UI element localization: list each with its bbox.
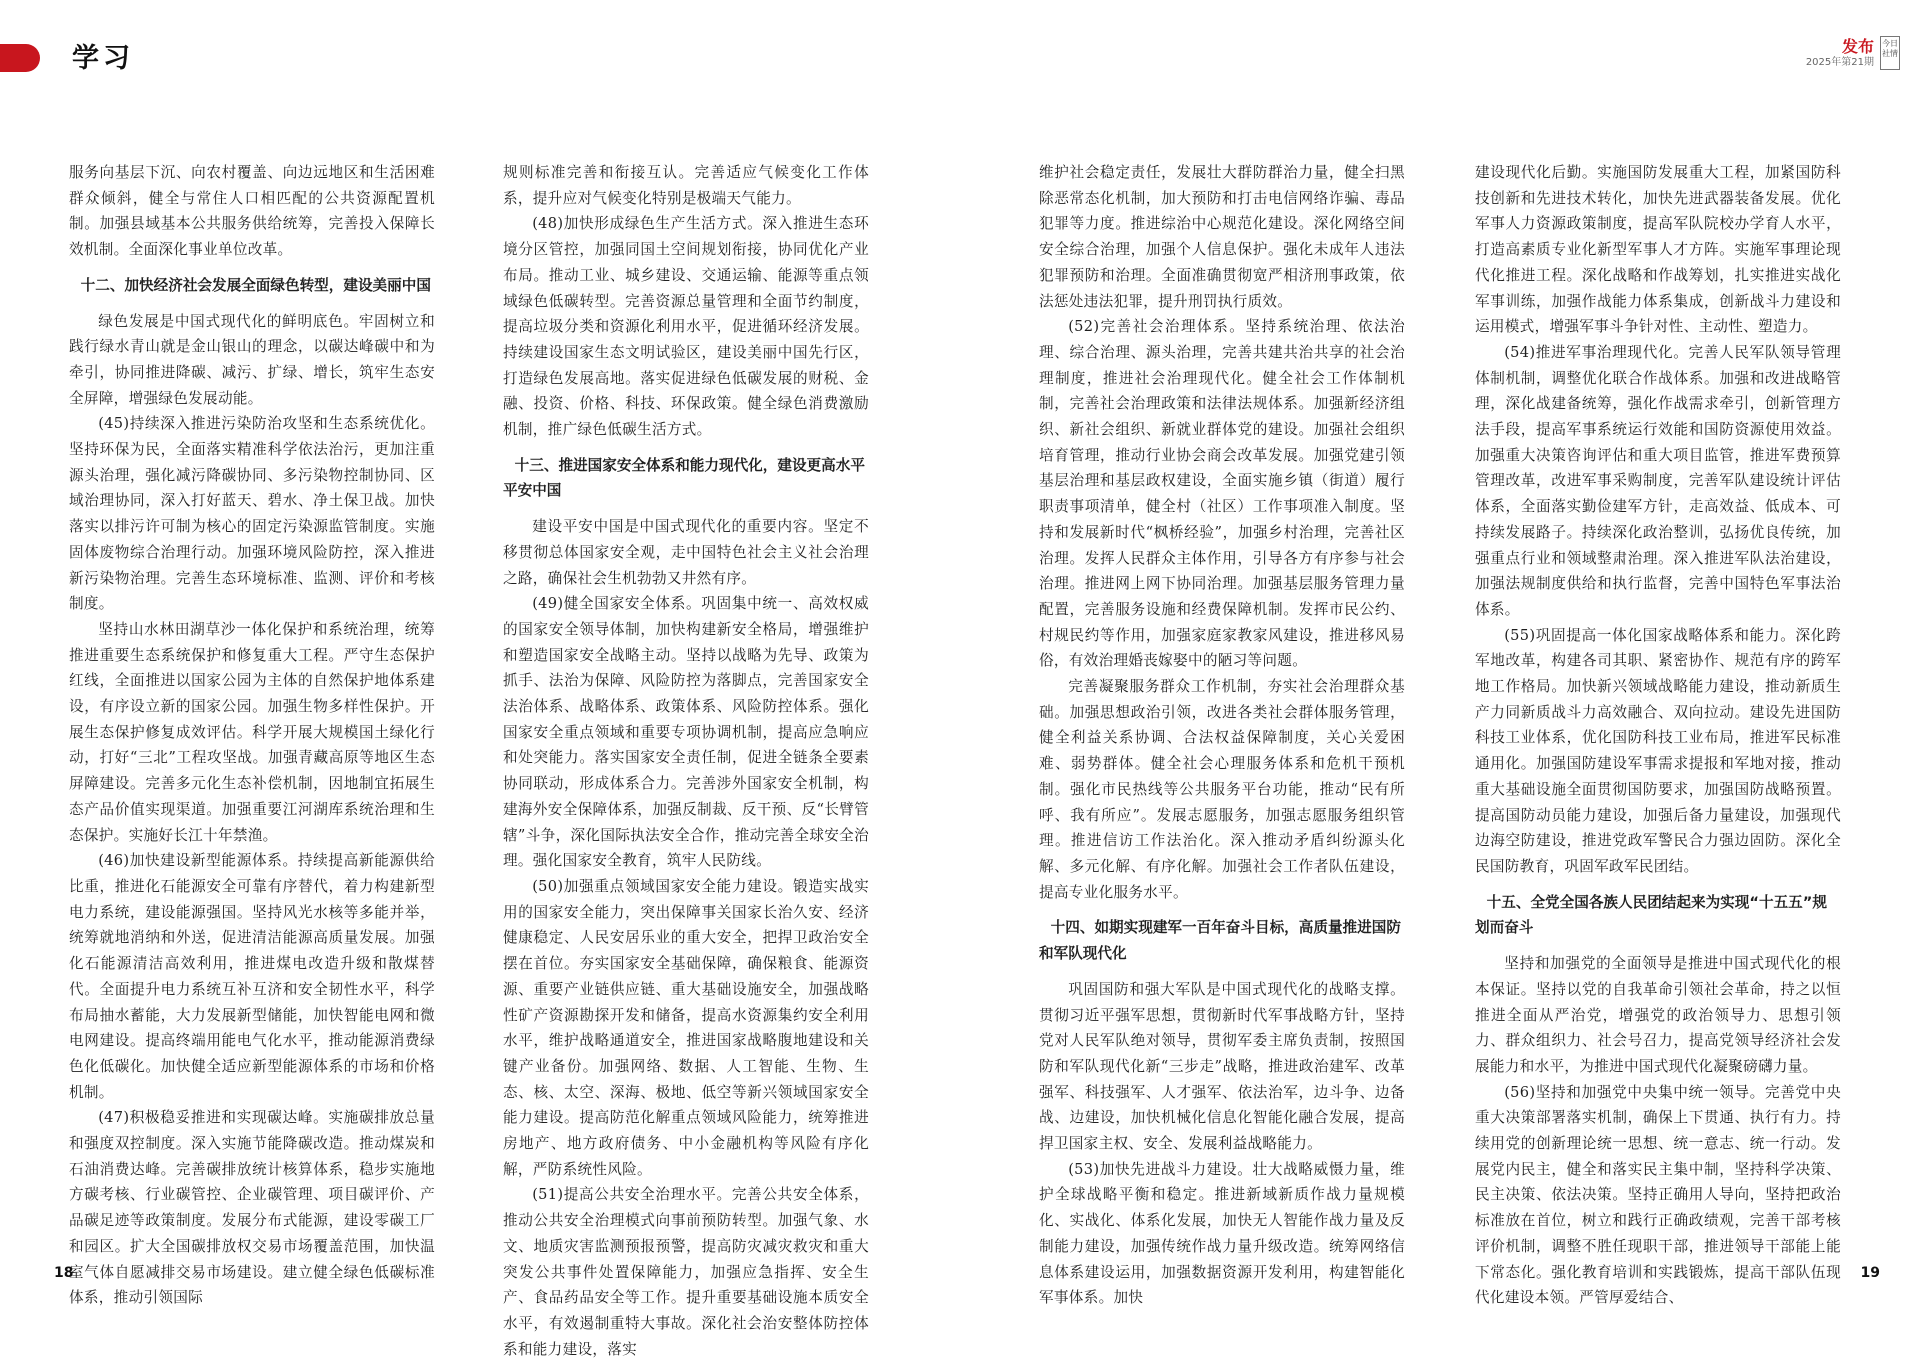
paragraph: (50)加强重点领域国家安全能力建设。锻造实战实用的国家安全能力，突出保障事关国家长治久安、经济健康稳定、人民安居乐业的重大安全，把捍卫政治安全摆在首位。夯实国家安全基础保障，确保粮食、能源资源、重要产业链供应链、重大基础设施安全，加强战略性矿产资源勘探开发和储备，提高水资源集约安全利用水平，维护战略通道安全，推进国家战略腹地建设和关键产业备份。加强网络、数据、人工智能、生物、生态、核、太空、深海、极地、低空等新兴领域国家安全能力建设。提高防范化解重点领域风险能力，统筹推进房地产、地方政府债务、中小金融机构等风险有序化解，严防系统性风险。 [503,877,869,1178]
paragraph-continued: 建设现代化后勤。实施国防发展重大工程，加紧国防科技创新和先进技术转化，加快先进武器装备发展。优化军事人力资源政策制度，提高军队院校办学育人水平，打造高素质专业化新型军事人才方阵。实施军事理论现代化推进工程。深化战略和作战筹划，扎实推进实战化军事训练，加强作战能力体系集成，创新战斗力建设和运用模式，增强军事斗争针对性、主动性、塑造力。 [1475,164,1841,336]
paragraph: 坚持山水林田湖草沙一体化保护和系统治理，统筹推进重要生态系统保护和修复重大工程。严守生态保护红线，全面推进以国家公园为主体的自然保护地体系建设，有序设立新的国家公园。加强生物多样性保护。开展生态保护修复成效评估。科学开展大规模国土绿化行动，打好“三北”工程攻坚战。加强青藏高原等地区生态屏障建设。完善多元化生态补偿机制，因地制宜拓展生态产品价值实现渠道。加强重要江河湖库系统治理和生态保护。实施好长江十年禁渔。 [69,620,435,844]
magazine-name: 发布 [1841,37,1874,56]
paragraph: 巩固国防和强大军队是中国式现代化的战略支撑。贯彻习近平强军思想，贯彻新时代军事战略方针，坚持党对人民军队绝对领导，贯彻军委主席负责制，按照国防和军队现代化新“三步走”战略，推进政治建军、改革强军、科技强军、人才强军、依法治军，边斗争、边备战、边建设，加快机械化信息化智能化融合发展，提高捍卫国家主权、安全、发展利益战略能力。 [1039,980,1405,1153]
paragraph: (49)健全国家安全体系。巩固集中统一、高效权威的国家安全领导体制，加快构建新安全格局，增强维护和塑造国家安全战略主动。坚持以战略为先导、政策为抓手、法治为保障、风险防控为落脚点，完善国家安全法治体系、战略体系、政策体系、风险防控体系。强化国家安全重点领域和重要专项协调机制，提高应急响应和处突能力。落实国家安全责任制，促进全链条全要素协同联动，形成体系合力。完善涉外国家安全机制，构建海外安全保障体系，加强反制裁、反干预、反“长臂管辖”斗争，深化国际执法安全合作，推动完善全球安全治理。强化国家安全教育，筑牢人民防线。 [503,595,869,870]
section-heading: 十四、如期实现建军一百年奋斗目标，高质量推进国防和军队现代化 [1039,919,1401,963]
paragraph: (55)巩固提高一体化国家战略体系和能力。深化跨军地改革，构建各司其职、紧密协作、规范有序的跨军地工作格局。加快新兴领域战略能力建设，推动新质生产力同新质战斗力高效融合、双向拉动。建设先进国防科技工业体系，优化国防科技工业布局，推进军民标准通用化。加强国防建设军事需求提报和军地对接，推动重大基础设施全面贯彻国防要求，加强国防战略预置。提高国防动员能力建设，加强后备力量建设，加强现代边海空防建设，推进党政军警民合力强边固防。深化全民国防教育，巩固军政军民团结。 [1475,626,1841,875]
page-number-right: 19 [1860,1265,1880,1281]
brand-logo-box: 今日社情 [1880,36,1900,70]
paragraph-continued: 规则标准完善和衔接互认。完善适应气候变化工作体系，提升应对气候变化特别是极端天气能力。 [503,164,869,207]
text-column-1 [69,160,435,1311]
paragraph-continued: 维护社会稳定责任，发展壮大群防群治力量，健全扫黑除恶常态化机制，加大预防和打击电信网络诈骗、毒品犯罪等力度。推进综治中心规范化建设。深化网络空间安全综合治理，加强个人信息保护。强化未成年人违法犯罪预防和治理。全面准确贯彻宽严相济刑事政策，依法惩处违法犯罪，提升刑罚执行质效。 [1039,164,1405,310]
paragraph: 完善凝聚服务群众工作机制，夯实社会治理群众基础。加强思想政治引领，改进各类社会群体服务管理，健全利益关系协调、合法权益保障制度，关心关爱困难、弱势群体。健全社会心理服务体系和危机干预机制。强化市民热线等公共服务平台功能，推动“民有所呼、我有所应”。发展志愿服务，加强志愿服务组织管理。推进信访工作法治化。深入推动矛盾纠纷源头化解、多元化解、有序化解。加强社会工作者队伍建设，提高专业化服务水平。 [1039,678,1405,901]
section-heading: 十五、全党全国各族人民团结起来为实现“十五五”规划而奋斗 [1475,893,1827,937]
section-tab-marker [0,44,40,72]
paragraph: (48)加快形成绿色生产生活方式。深入推进生态环境分区管控，加强同国土空间规划衔接，协同优化产业布局。推动工业、城乡建设、交通运输、能源等重点领域绿色低碳转型。完善资源总量管理和全面节约制度，提高垃圾分类和资源化利用水平，促进循环经济发展。持续建设国家生态文明试验区，建设美丽中国先行区，打造绿色发展高地。落实促进绿色低碳发展的财税、金融、投资、价格、科技、环保政策。健全绿色消费激励机制，推广绿色低碳生活方式。 [503,215,869,439]
magazine-brand [1806,38,1874,70]
section-title: 学习 [72,43,134,74]
text-column-3 [1039,160,1405,1311]
paragraph: 绿色发展是中国式现代化的鲜明底色。牢固树立和践行绿水青山就是金山银山的理念，以碳达峰碳中和为牵引，协同推进降碳、减污、扩绿、增长，筑牢生态安全屏障，增强绿色发展动能。 [69,312,435,407]
paragraph: 坚持和加强党的全面领导是推进中国式现代化的根本保证。坚持以党的自我革命引领社会革命，持之以恒推进全面从严治党，增强党的政治领导力、思想引领力、群众组织力、社会号召力，提高党领导经济社会发展能力和水平，为推进中国式现代化凝聚磅礴力量。 [1475,955,1841,1075]
paragraph: (53)加快先进战斗力建设。壮大战略威慑力量，维护全球战略平衡和稳定。推进新域新质作战力量规模化、实战化、体系化发展，加快无人智能作战力量及反制能力建设，加强传统作战力量升级改造。统筹网络信息体系建设运用，加强数据资源开发利用，构建智能化军事体系。加快 [1039,1160,1405,1307]
paragraph: (54)推进军事治理现代化。完善人民军队领导管理体制机制，调整优化联合作战体系。加强和改进战略管理，深化战建备统筹，强化作战需求牵引，创新管理方法手段，提高军事系统运行效能和国防资源使用效益。加强重大决策咨询评估和重大项目监管，推进军费预算管理改革，改进军事采购制度，完善军队建设统计评估体系，全面落实勤俭建军方针，走高效益、低成本、可持续发展路子。持续深化政治整训，弘扬优良传统，加强重点行业和领域整肃治理。深入推进军队法治建设，加强法规制度供给和执行监督，完善中国特色军事法治体系。 [1475,343,1841,618]
paragraph: (47)积极稳妥推进和实现碳达峰。实施碳排放总量和强度双控制度。深入实施节能降碳改造。推动煤炭和石油消费达峰。完善碳排放统计核算体系，稳步实施地方碳考核、行业碳管控、企业碳管理、项目碳评价、产品碳足迹等政策制度。发展分布式能源，建设零碳工厂和园区。扩大全国碳排放权交易市场覆盖范围，加快温室气体自愿减排交易市场建设。建立健全绿色低碳标准体系，推动引领国际 [69,1109,435,1307]
paragraph: (46)加快建设新型能源体系。持续提高新能源供给比重，推进化石能源安全可靠有序替代，着力构建新型电力系统，建设能源强国。坚持风光水核等多能并举，统筹就地消纳和外送，促进清洁能源高质量发展。加强化石能源清洁高效利用，推进煤电改造升级和散煤替代。全面提升电力系统互补互济和安全韧性水平，科学布局抽水蓄能，大力发展新型储能，加快智能电网和微电网建设。提高终端用能电气化水平，推动能源消费绿色化低碳化。加快健全适应新型能源体系的市场和价格机制。 [69,852,435,1101]
paragraph-continued: 服务向基层下沉、向农村覆盖、向边远地区和生活困难群众倾斜，健全与常住人口相匹配的公共资源配置机制。加强县域基本公共服务供给统筹，完善投入保障长效机制。全面深化事业单位改革。 [69,164,435,259]
paragraph: (45)持续深入推进污染防治攻坚和生态系统优化。坚持环保为民，全面落实精准科学依法治污，更加注重源头治理，强化减污降碳协同、多污染物控制协同、区域治理协同，深入打好蓝天、碧水、净土保卫战。加快落实以排污许可制为核心的固定污染源监管制度。实施固体废物综合治理行动。加强环境风险防控，深入推进新污染物治理。完善生态环境标准、监测、评价和考核制度。 [69,415,435,613]
paragraph: 建设平安中国是中国式现代化的重要内容。坚定不移贯彻总体国家安全观，走中国特色社会主义社会治理之路，确保社会生机勃勃又井然有序。 [503,518,869,587]
page-number-left: 18 [54,1265,74,1281]
text-column-4 [1475,160,1841,1311]
issue-label: 2025年第21期 [1805,57,1874,68]
section-heading: 十三、推进国家安全体系和能力现代化，建设更高水平平安中国 [503,456,865,500]
paragraph: (56)坚持和加强党中央集中统一领导。完善党中央重大决策部署落实机制，确保上下贯通、执行有力。持续用党的创新理论统一思想、统一意志、统一行动。发展党内民主，健全和落实民主集中制，坚持科学决策、民主决策、依法决策。坚持正确用人导向，坚持把政治标准放在首位，树立和践行正确政绩观，完善干部考核评价机制，调整不胜任现职干部，推进领导干部能上能下常态化。强化教育培训和实践锻炼，提高干部队伍现代化建设本领。严管厚爱结合、 [1475,1083,1841,1307]
paragraph: (51)提高公共安全治理水平。完善公共安全体系，推动公共安全治理模式向事前预防转型。加强气象、水文、地质灾害监测预报预警，提高防灾减灾救灾和重大突发公共事件处置保障能力，加强应急指挥、安全生产、食品药品安全等工作。提升重要基础设施本质安全水平，有效遏制重特大事故。深化社会治安整体防控体系和能力建设，落实 [503,1186,869,1358]
section-heading: 十二、加快经济社会发展全面绿色转型，建设美丽中国 [80,276,431,294]
text-column-2 [503,160,869,1362]
paragraph: (52)完善社会治理体系。坚持系统治理、依法治理、综合治理、源头治理，完善共建共治共享的社会治理制度，推进社会治理现代化。健全社会工作体制机制，完善社会治理政策和法律法规体系。加强新经济组织、新社会组织、新就业群体党的建设。加强社会组织培育管理，推动行业协会商会改革发展。加强党建引领基层治理和基层政权建设，全面实施乡镇（街道）履行职责事项清单，健全村（社区）工作事项准入制度。坚持和发展新时代“枫桥经验”，加强乡村治理，完善社区治理。发挥人民群众主体作用，引导各方有序参与社会治理。推进网上网下协同治理。加强基层服务管理力量配置，完善服务设施和经费保障机制。发挥市民公约、村规民约等作用，加强家庭家教家风建设，推进移风易俗，有效治理婚丧嫁娶中的陋习等问题。 [1039,318,1405,670]
